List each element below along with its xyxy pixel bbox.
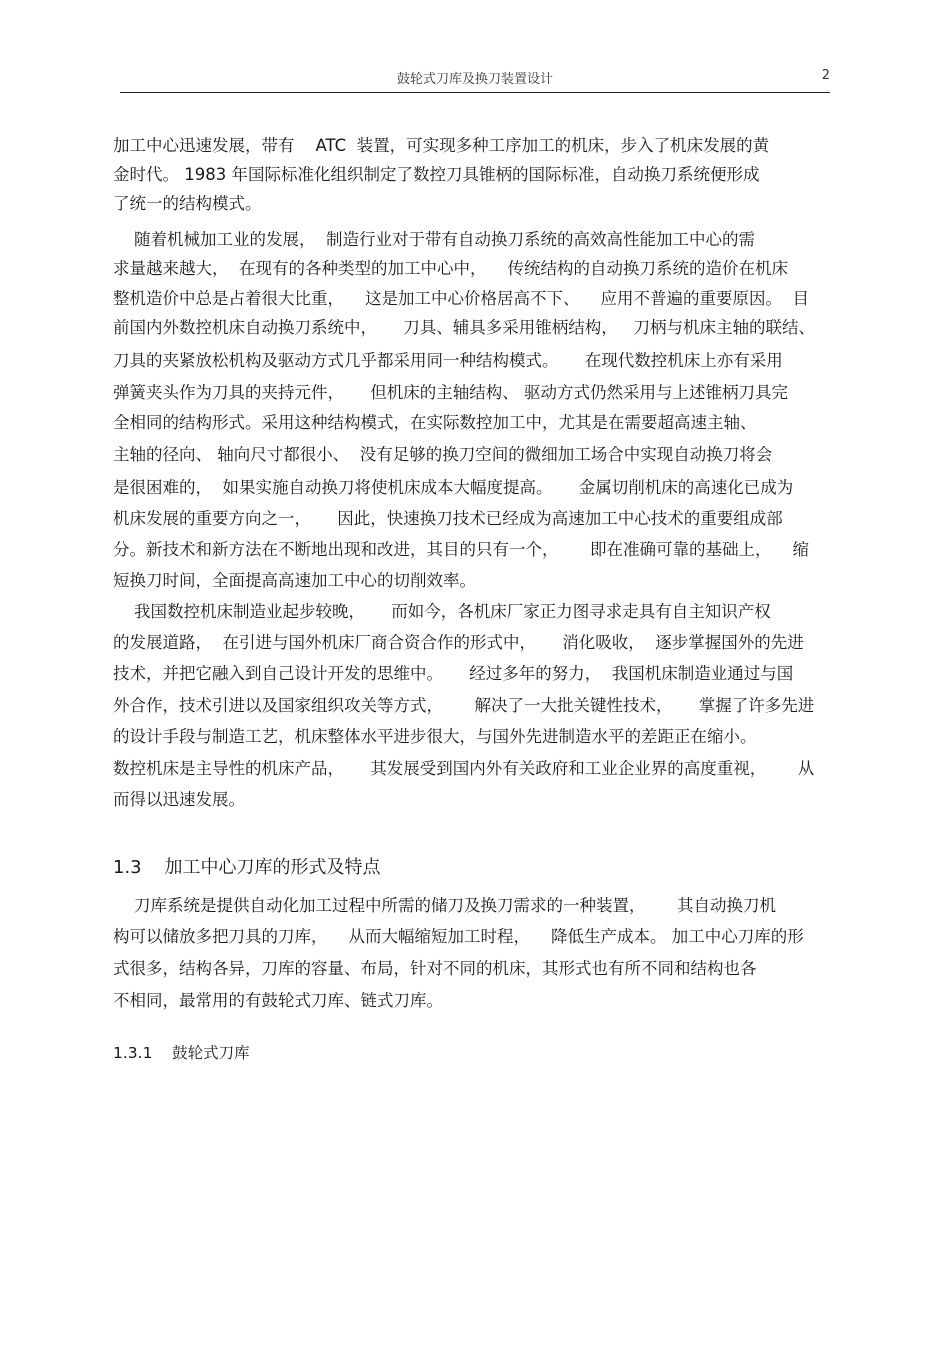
paragraph-line: 整机造价中总是占着很大比重， 这是加工中心价格居高不下、 应用不普遍的重要原因。 目 (113, 289, 809, 308)
subsection-number: 1.3.1 (113, 1044, 153, 1062)
paragraph-line: 数控机床是主导性的机床产品， 其发展受到国内外有关政府和工业企业界的高度重视， 从 (113, 759, 815, 778)
paragraph-line: 前国内外数控机床自动换刀系统中， 刀具、辅具多采用锥柄结构， 刀柄与机床主轴的联结、 (113, 318, 815, 337)
subsection-title: 鼓轮式刀库 (172, 1044, 250, 1062)
paragraph-line: 是很困难的， 如果实施自动换刀将使机床成本大幅度提高。 金属切削机床的高速化已成为 (113, 478, 794, 497)
paragraph-line: 机床发展的重要方向之一， 因此，快速换刀技术已经成为高速加工中心技术的重要组成部 (113, 509, 783, 528)
page-number: 2 (821, 68, 830, 83)
paragraph-line: 刀具的夹紧放松机构及驱动方式几乎都采用同一种结构模式。 在现代数控机床上亦有采用 (113, 351, 783, 370)
paragraph-line: 构可以储放多把刀具的刀库， 从而大幅缩短加工时程， 降低生产成本。 加工中心刀库的形 (113, 927, 804, 946)
paragraph-line: 短换刀时间，全面提高高速加工中心的切削效率。 (113, 571, 476, 590)
paragraph-line: 的发展道路， 在引进与国外机床厂商合资合作的形式中， 消化吸收， 逐步掌握国外的先进 (113, 633, 804, 652)
section-heading (113, 855, 381, 881)
paragraph-line: 分。新技术和新方法在不断地出现和改进，其目的只有一个， 即在准确可靠的基础上， 缩 (113, 540, 809, 559)
page-header (120, 66, 830, 93)
subsection-heading (113, 1041, 250, 1065)
header-title: 鼓轮式刀库及换刀装置设计 (396, 72, 553, 87)
paragraph-line: 主轴的径向、 轴向尺寸都很小、 没有足够的换刀空间的微细加工场合中实现自动换刀将会 (113, 445, 773, 464)
paragraph-line: 技术，并把它融入到自己设计开发的思维中。 经过多年的努力， 我国机床制造业通过与国 (113, 664, 794, 683)
paragraph-line: 了统一的结构模式。 (113, 194, 262, 213)
paragraph-line: 弹簧夹头作为刀具的夹持元件， 但机床的主轴结构、 驱动方式仍然采用与上述锥柄刀具完 (113, 383, 788, 402)
paragraph-line: 的设计手段与制造工艺，机床整体水平进步很大，与国外先进制造水平的差距正在缩小。 (113, 727, 757, 746)
paragraph-line: 刀库系统是提供自动化加工过程中所需的储刀及换刀需求的一种装置， 其自动换刀机 (113, 896, 776, 915)
paragraph-line: 求量越来越大， 在现有的各种类型的加工中心中， 传统结构的自动换刀系统的造价在机床 (113, 259, 788, 278)
paragraph-line: 全相同的结构形式。采用这种结构模式，在实际数控加工中，尤其是在需要超高速主轴、 (113, 413, 757, 432)
paragraph-line: 金时代。 1983 年国际标准化组织制定了数控刀具锥柄的国际标准，自动换刀系统便形成 (113, 165, 760, 184)
paragraph-line: 而得以迅速发展。 (113, 790, 245, 809)
paragraph-line: 加工中心迅速发展，带有 ATC 装置，可实现多种工序加工的机床，步入了机床发展的黄 (113, 136, 770, 155)
paragraph-line: 式很多，结构各异，刀库的容量、布局，针对不同的机床，其形式也有所不同和结构也各 (113, 959, 757, 978)
paragraph-line: 随着机械加工业的发展， 制造行业对于带有自动换刀系统的高效高性能加工中心的需 (113, 230, 755, 249)
paragraph-line: 不相同，最常用的有鼓轮式刀库、链式刀库。 (113, 991, 443, 1010)
paragraph-line: 外合作，技术引进以及国家组织攻关等方式， 解决了一大批关键性技术， 掌握了许多先进 (113, 696, 815, 715)
section-number: 1.3 (113, 857, 142, 878)
paragraph-line: 我国数控机床制造业起步较晚， 而如今，各机床厂家正力图寻求走具有自主知识产权 (113, 602, 771, 621)
section-title: 加工中心刀库的形式及特点 (164, 857, 381, 878)
